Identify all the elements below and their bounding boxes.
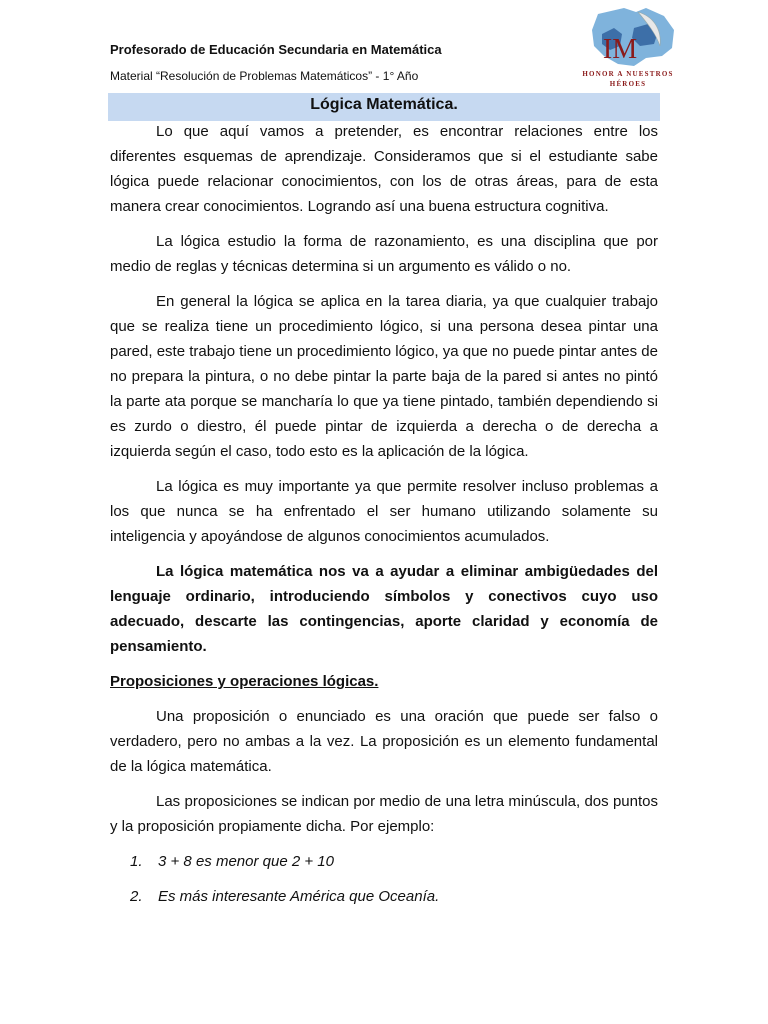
list-item-number: 2. (130, 888, 143, 905)
paragraph: La lógica es muy importante ya que permite resolver incluso problemas a los que nunca se ha enfrentado el ser humano utilizando solamente su inteligencia y apoyándose de algunos conocimientos acumulados. (110, 478, 658, 545)
document-body (110, 119, 658, 919)
paragraph: En general la lógica se aplica en la tarea diaria, ya que cualquier trabajo que se realiza tiene un procedimiento lógico, si una persona desea pintar una pared, este trabajo tiene un procedimiento lógico, ya que no puede pintar antes de no prepara la pintura, o no debe pintar la parte baja de la pared si antes no pintó la parte ata porque se mancharía lo que ya tiene pintado, también dependiendo si es zurdo o diestro, él puede pintar de izquierda a derecha o de derecha a izquierda según el caso, todo esto es la aplicación de la lógica. (110, 293, 658, 460)
section-heading: Proposiciones y operaciones lógicas. (110, 673, 379, 690)
list-item-text: 3 + 8 es menor que 2 + 10 (158, 853, 334, 870)
list-item-text: Es más interesante América que Oceanía. (158, 888, 440, 905)
list-item-number: 1. (130, 853, 143, 870)
paragraph: La lógica estudio la forma de razonamiento, es una disciplina que por medio de reglas y técnicas determina si un argumento es válido o no. (110, 233, 658, 275)
document-title: Lógica Matemática. (108, 93, 660, 121)
header-material: Material “Resolución de Problemas Matemáticos” - 1° Año (110, 69, 419, 83)
institution-logo (576, 6, 680, 94)
header-institution: Profesorado de Educación Secundaria en Matemática (110, 42, 442, 57)
list-item (110, 884, 658, 909)
paragraph-bold: La lógica matemática nos va a ayudar a eliminar ambigüedades del lenguaje ordinario, introduciendo símbolos y conectivos cuyo uso adecuado, descarte las contingencias, aporte claridad y economía de pensamiento. (110, 563, 658, 655)
paragraph: Lo que aquí vamos a pretender, es encontrar relaciones entre los diferentes esquemas de aprendizaje. Consideramos que si el estudiante sabe lógica puede relacionar conocimientos, con los de otras áreas, para de esta manera crear conocimientos. Logrando así una buena estructura cognitiva. (110, 123, 658, 215)
logo-motto-line1: HONOR A NUESTROS (582, 70, 674, 78)
logo-initials: IM (602, 34, 638, 65)
list-item (110, 849, 658, 874)
paragraph: Una proposición o enunciado es una oración que puede ser falso o verdadero, pero no ambas a la vez. La proposición es un elemento fundamental de la lógica matemática. (110, 708, 658, 775)
examples-list (110, 849, 658, 909)
paragraph: Las proposiciones se indican por medio de una letra minúscula, dos puntos y la proposición propiamente dicha. Por ejemplo: (110, 793, 658, 835)
logo-motto-line2: HÉROES (609, 80, 647, 88)
